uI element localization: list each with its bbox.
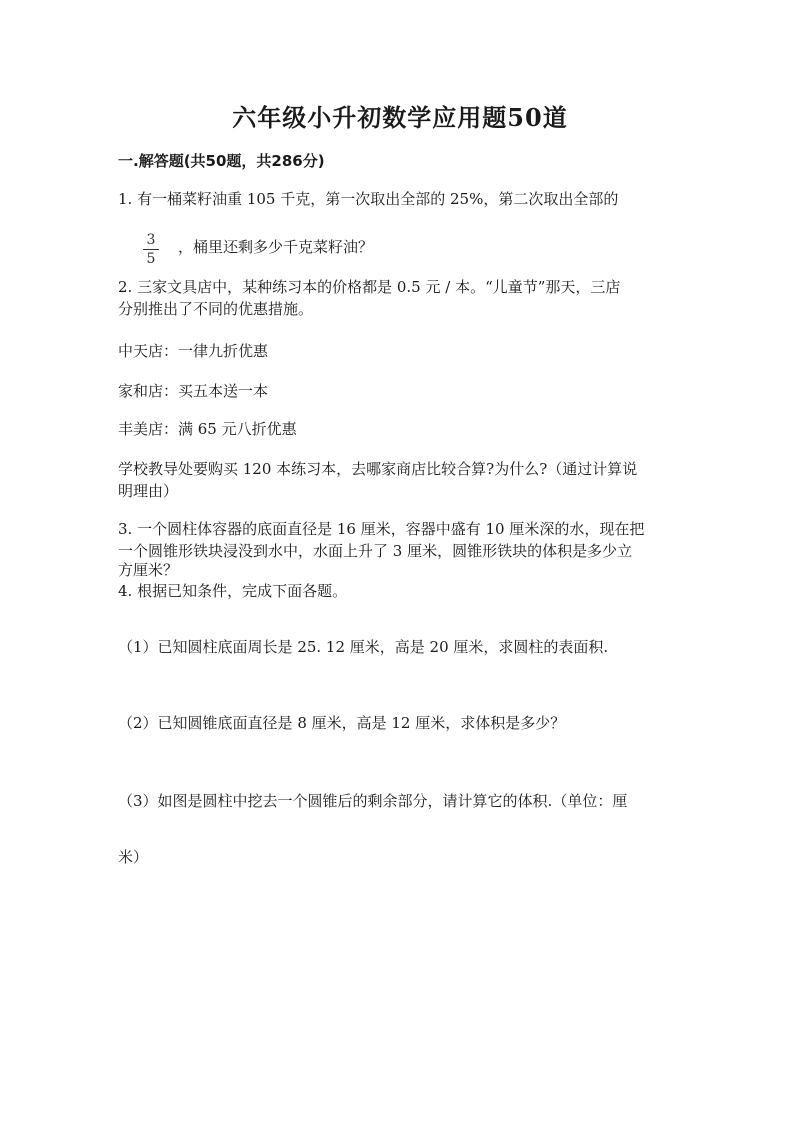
fraction-bar [143, 249, 159, 250]
q4-part-1: （1）已知圆柱底面周长是 25. 12 厘米，高是 20 厘米，求圆柱的表面积. [118, 638, 609, 656]
q1-line-2: ，桶里还剩多少千克菜籽油？ [178, 238, 374, 256]
q3-line-3: 方厘米？ [118, 561, 179, 579]
q1-fraction [143, 232, 159, 267]
q4-intro: 4. 根据已知条件，完成下面各题。 [118, 582, 348, 600]
q4-part-3-line-1: （3）如图是圆柱中挖去一个圆锥后的剩余部分，请计算它的体积.（单位：厘 [118, 792, 628, 810]
q4-part-3-line-2: 米） [118, 848, 149, 866]
q2-store-2: 家和店：买五本送一本 [118, 382, 269, 400]
q1-line-1: 1. 有一桶菜籽油重 105 千克，第一次取出全部的 25%，第二次取出全部的 [118, 190, 619, 208]
q2-store-1: 中天店：一律九折优惠 [118, 342, 269, 360]
q2-question-line-2: 明理由） [118, 482, 179, 500]
section-heading: 一.解答题(共50题，共286分) [118, 152, 325, 170]
q2-question-line-1: 学校教导处要购买 120 本练习本，去哪家商店比较合算?为什么?（通过计算说 [118, 460, 638, 478]
document-title: 六年级小升初数学应用题50道 [232, 103, 568, 132]
q2-store-3: 丰美店：满 65 元八折优惠 [118, 420, 297, 438]
q3-line-2: 一个圆锥形铁块浸没到水中，水面上升了 3 厘米，圆锥形铁块的体积是多少立 [118, 542, 633, 560]
fraction-denominator: 5 [146, 251, 156, 267]
q2-line-1: 2. 三家文具店中，某种练习本的价格都是 0.5 元 / 本。“儿童节”那天，三店 [118, 278, 621, 296]
q4-part-2: （2）已知圆锥底面直径是 8 厘米，高是 12 厘米，求体积是多少？ [118, 714, 566, 732]
fraction-numerator: 3 [146, 232, 156, 248]
q3-line-1: 3. 一个圆柱体容器的底面直径是 16 厘米，容器中盛有 10 厘米深的水，现在把 [118, 520, 645, 538]
q2-line-2: 分别推出了不同的优惠措施。 [118, 300, 314, 318]
